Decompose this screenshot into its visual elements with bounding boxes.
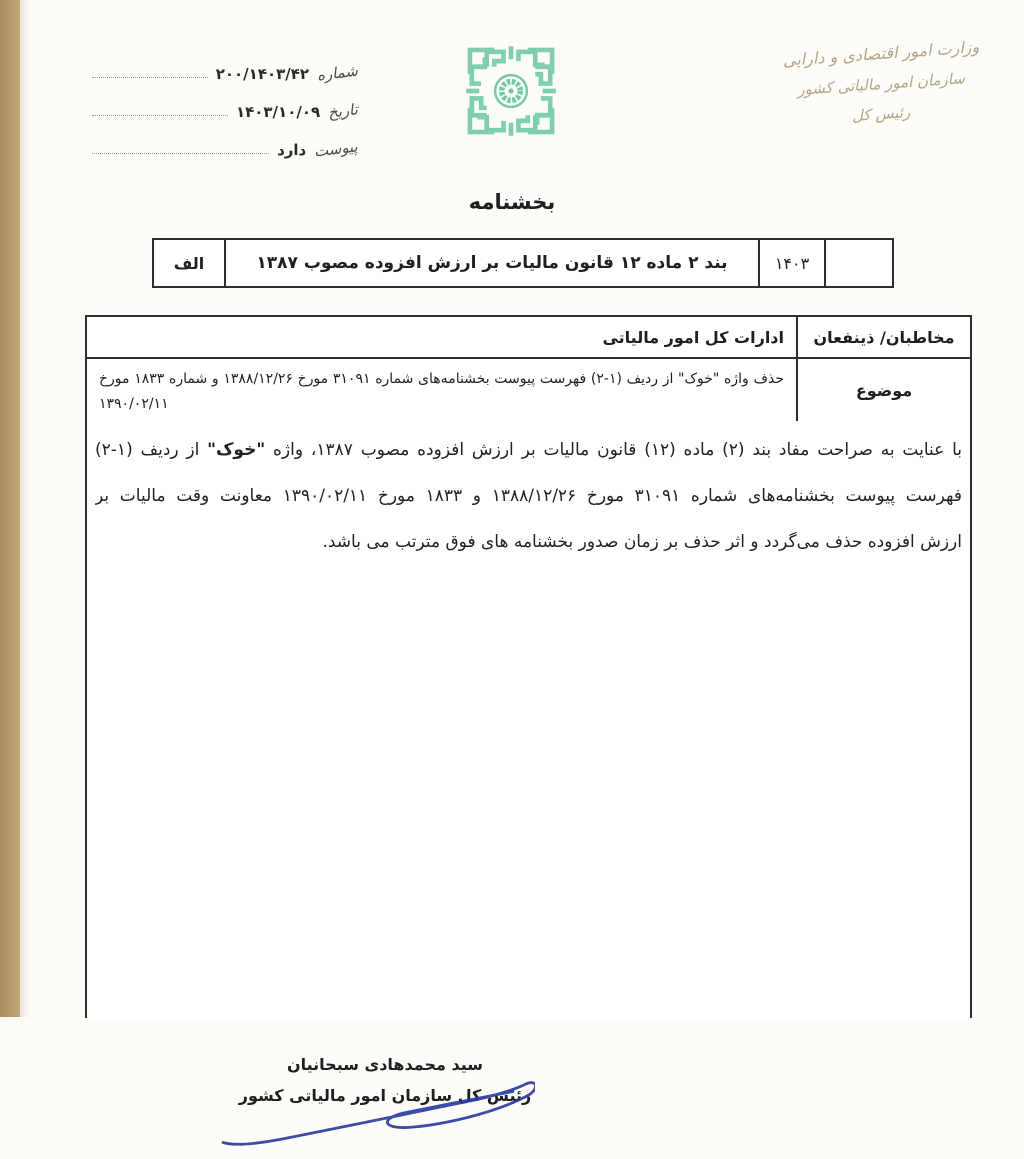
- ministry-name: وزارت امور اقتصادی و دارایی: [782, 37, 980, 70]
- signer-title: رئیس کل سازمان امور مالیاتی کشور: [238, 1085, 532, 1105]
- reference-fields: [92, 46, 358, 160]
- photo-edge-shadow: [20, 0, 30, 1017]
- signer-role: رئیس کل: [851, 102, 911, 126]
- info-table: [85, 315, 972, 423]
- classification-table: [152, 238, 894, 288]
- attachment-label: پیوست: [313, 137, 359, 161]
- body-line-1-emphasis: "خوک": [207, 439, 266, 460]
- law-reference-cell: بند ۲ ماده ۱۲ قانون مالیات بر ارزش افزوده مصوب ۱۳۸۷: [256, 253, 728, 273]
- document-title: بخشنامه: [468, 190, 556, 214]
- dotted-line: [92, 114, 228, 116]
- photo-edge-strip: [0, 0, 20, 1017]
- body-paragraph: [87, 421, 970, 565]
- subject-line-1: حذف واژه "خوک" از ردیف (۱-۲) فهرست پیوست بخشنامه‌های شماره ۳۱۰۹۱ مورخ ۱۳۸۸/۱۲/۲۶ و شماره ۱۸۳۳ مورخ: [99, 371, 785, 387]
- dotted-line: [92, 76, 208, 78]
- number-value: ۲۰۰/۱۴۰۳/۴۲: [215, 65, 310, 83]
- attachment-field: [92, 122, 358, 160]
- body-line-1: [95, 427, 962, 473]
- organization-name: سازمان امور مالیاتی کشور: [796, 69, 966, 99]
- number-field: [92, 46, 358, 84]
- body-line-2: فهرست پیوست بخشنامه‌های شماره ۳۱۰۹۱ مورخ ۱۳۸۸/۱۲/۲۶ و ۱۸۳۳ مورخ ۱۳۹۰/۰۲/۱۱ معاونت وقت مالیات بر: [95, 485, 962, 506]
- signer-name: سید محمدهادی سبحانیان: [286, 1054, 484, 1074]
- date-value: ۱۴۰۳/۱۰/۰۹: [235, 103, 321, 121]
- tax-administration-logo-icon: [455, 34, 567, 148]
- letterhead-calligraphy: [756, 37, 1006, 126]
- subject-header: موضوع: [796, 359, 970, 421]
- body-line-1-text: با عنایت به صراحت مفاد بند (۲) ماده (۱۲) قانون مالیات بر ارزش افزوده مصوب ۱۳۸۷، واژه: [265, 439, 962, 460]
- number-label: شماره: [316, 61, 359, 85]
- subject-row: [87, 357, 970, 421]
- audience-header: مخاطبان/ ذینفعان: [796, 317, 970, 357]
- subject-value: [87, 359, 796, 421]
- year-cell: ۱۴۰۳: [758, 240, 824, 286]
- attachment-value: دارد: [277, 141, 307, 159]
- body-line-3: ارزش افزوده حذف می‌گردد و اثر حذف بر زمان صدور بخشنامه های فوق مترتب می باشد.: [322, 531, 962, 552]
- dotted-line: [92, 152, 269, 154]
- signature-scribble: [215, 1071, 535, 1159]
- subject-line-2: ۱۳۹۰/۰۲/۱۱: [99, 396, 169, 412]
- audience-value: ادارات کل امور مالیاتی: [602, 327, 784, 347]
- audience-row: [87, 317, 970, 357]
- date-field: [92, 84, 358, 122]
- body-box: [85, 421, 972, 1105]
- empty-cell: [824, 240, 892, 286]
- body-line-1-tail: از ردیف (۱-۲): [95, 439, 208, 460]
- date-label: تاریخ: [327, 100, 359, 122]
- category-cell: الف: [154, 240, 226, 286]
